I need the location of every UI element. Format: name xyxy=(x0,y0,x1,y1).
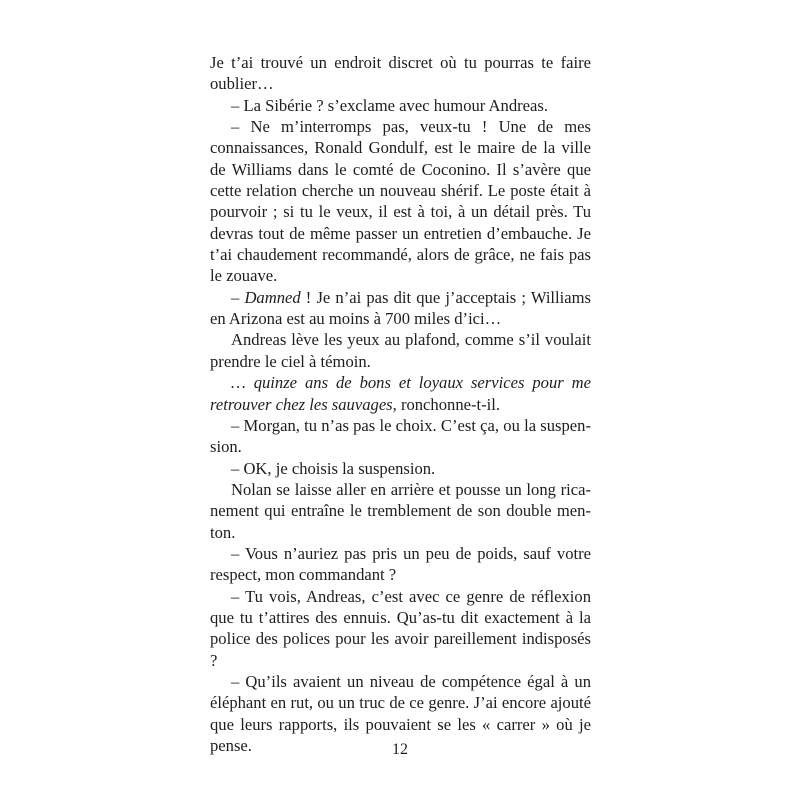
paragraph-text: – OK, je choisis la suspension. xyxy=(231,458,436,478)
paragraph-text: – Qu’ils avaient un niveau de compétence égal à un éléphant en rut, ou un truc de ce genre. J’ai encore ajouté que leurs rapports, ils pouvaient se les « carrer » où je pense. xyxy=(210,671,591,755)
italic-quote: … quinze ans de bons et loyaux services pour me retrouver chez les sauvages xyxy=(210,373,591,414)
paragraph xyxy=(210,95,591,116)
paragraph-text: , ronchonne-t-il. xyxy=(392,394,501,414)
paragraph xyxy=(210,543,591,586)
paragraph xyxy=(210,372,591,415)
paragraph-text: – Morgan, tu n’as pas le choix. C’est ça, ou la suspension. xyxy=(210,415,591,457)
paragraph xyxy=(210,479,591,543)
italic-word: Damned xyxy=(244,287,301,307)
paragraph xyxy=(210,116,591,287)
paragraph xyxy=(210,329,591,372)
paragraph-text: – Vous n’auriez pas pris un peu de poids, sauf votre respect, mon commandant ? xyxy=(210,543,591,585)
paragraph-text: – xyxy=(231,287,245,307)
paragraph-text: ! Je n’ai pas dit que j’acceptais ; Williams en Arizona est au moins à 700 miles d’ici… xyxy=(210,287,591,329)
paragraph xyxy=(210,458,591,479)
paragraph xyxy=(210,586,591,671)
paragraph xyxy=(210,52,591,95)
page-number: 12 xyxy=(392,741,408,758)
page-body xyxy=(210,52,591,756)
paragraph-text: Je t’ai trouvé un endroit discret où tu pourras te faire oublier… xyxy=(210,53,591,94)
paragraph-text: Nolan se laisse aller en arrière et pousse un long ricanement qui entraîne le tremblement de son double menton. xyxy=(210,479,591,542)
paragraph-text: – Tu vois, Andreas, c’est avec ce genre de réflexion que tu t’attires des ennuis. Qu’as-tu dit exactement à la police des polices pour les avoir pareillement indisposés ? xyxy=(210,586,591,670)
paragraph-text: – La Sibérie ? s’exclame avec humour Andreas. xyxy=(231,95,548,115)
paragraph-text: – Ne m’interromps pas, veux-tu ! Une de mes connaissances, Ronald Gondulf, est le maire de la ville de Williams dans le comté de Coconino. Il s’avère que cette relation cherche un nouveau shérif. Le poste était à pourvoir ; si tu le veux, il est à toi, à un détail près. Tu devras tout de même passer un entretien d’embauche. Je t’ai chaudement recommandé, alors de grâce, ne fais pas le zouave. xyxy=(210,117,591,286)
paragraph-text: Andreas lève les yeux au plafond, comme s’il voulait prendre le ciel à témoin. xyxy=(210,330,591,371)
paragraph xyxy=(210,287,591,330)
paragraph xyxy=(210,415,591,458)
